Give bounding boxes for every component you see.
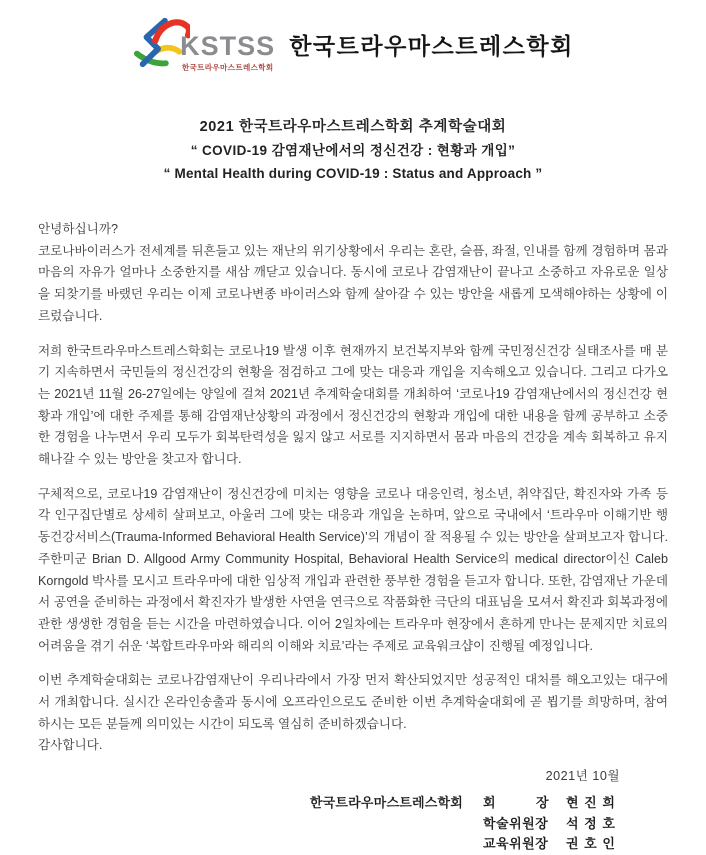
signature-row-education-chair (483, 834, 620, 855)
signature-org-name: 한국트라우마스트레스학회 (309, 795, 463, 811)
conference-subtitle-english: “ Mental Health during COVID-19 : Status and Approach ” (163, 166, 543, 181)
role-char: 회 (483, 795, 497, 811)
paragraph-venue: 이번 추계학술대회는 코로나감염재난이 우리나라에서 가장 먼저 확산되었지만 성공적인 대처를 해오고있는 대구에서 개최합니다. 실시간 온라인송출과 동시에 오프라인으로도 준비한 이번 추계학술대회에 곧 뵙기를 희망하며, 참여하시는 모든 분들께 의미있는 시간이 되도록 열심히 준비하겠습니다. (38, 673, 668, 731)
logo-acronym: KSTSS (180, 31, 276, 61)
signature-name-president: 현 진 희 (566, 795, 616, 811)
signature-role-president (483, 793, 549, 814)
role-char: 장 (535, 795, 549, 811)
conference-title-block (0, 115, 706, 185)
signature-row-academic-chair (483, 814, 620, 835)
logo-text (180, 33, 275, 73)
letter-body (38, 219, 668, 757)
logo-subtitle: 한국트라우마스트레스학회 (181, 63, 274, 72)
conference-title-korean: 2021 한국트라우마스트레스학회 추계학술대회 (199, 119, 507, 135)
paragraph-intro: 코로나바이러스가 전세계를 뒤흔들고 있는 재난의 위기상황에서 우리는 혼란, 슬픔, 좌절, 인내를 함께 경험하며 몸과 마음의 자유가 얼마나 소중한지를 새삼 깨닫고 있습니다. 동시에 코로나 감염재난이 끝나고 소중하고 자유로운 일상을 되찾기를 바랬던 우리는 이제 코로나변종 바이러스와 함께 살아갈 수 있는 방안을 새롭게 모색해야하는 상황에 이르렀습니다. (38, 243, 668, 323)
signature-name-academic-chair: 석 정 호 (566, 815, 616, 831)
greeting-line: 안녕하십니까? (38, 222, 118, 236)
kstss-logo (132, 13, 275, 73)
organization-name: 한국트라우마스트레스학회 (289, 33, 574, 59)
closing-line: 감사합니다. (38, 738, 103, 753)
signature-role-academic-chair: 학술위원장 (483, 815, 549, 831)
paragraph-society-activities: 저희 한국트라우마스트레스학회는 코로나19 발생 이후 현재까지 보건복지부와 함께 국민정신건강 실태조사를 매 분기 지속하면서 국민들의 정신건강의 현황을 점검하고 그에 맞는 대응과 개입을 지속해오고 있습니다. 그리고 다가오는 2021년 11월 26-27일에는 양일에 걸쳐 2021년 추계학술대회를 개최하여 ‘코로나19 감염재난에서의 정신건강 현황과 개입’에 대한 주제를 통해 감염재난상황의 과정에서 정신건강의 현황과 개입에 대한 내용을 함께 공부하고 소중한 경험을 나누면서 우리 모두가 회복탄력성을 잃지 않고 서로를 지지하면서 몸과 마음의 건강을 계속 회복하고 유지해나갈 수 있는 방안을 찾고자 합니다. (38, 343, 668, 467)
letterhead (0, 0, 706, 73)
signature-role-education-chair: 교육위원장 (483, 836, 549, 852)
signature-row-president (310, 793, 620, 814)
signature-name-education-chair: 권 호 인 (566, 836, 616, 852)
letter-date: 2021년 10월 (545, 769, 620, 784)
conference-subtitle-korean: “ COVID-19 감염재난에서의 정신건강 : 현황과 개입” (190, 143, 516, 158)
signature-block (38, 793, 620, 855)
paragraph-program-details: 구체적으로, 코로나19 감염재난이 정신건강에 미치는 영향을 코로나 대응인력, 청소년, 취약집단, 확진자와 가족 등 각 인구집단별로 상세히 살펴보고, 아울러 그에 맞는 대응과 개입을 논하며, 앞으로 국내에서 ‘트라우마 이해기반 행동건강서비스(Trauma-Informed Behavioral Health Service)’의 개념이 잘 적용될 수 있는 방안을 살펴보고자 합니다. 주한미군 Brian D. Allgood Army Community Hospital, Behavioral Health Service의 medical director이신 Caleb Korngold 박사를 모시고 트라우마에 대한 임상적 개입과 관련한 풍부한 경험을 듣고자 합니다. 또한, 감염재난 가운데서 공연을 준비하는 과정에서 확진자가 발생한 사연을 연극으로 작품화한 극단의 대표님을 모셔서 확진과 회복과정에 관한 생생한 경험을 듣는 시간을 마련하였습니다. 이어 2일차에는 트라우마 현장에서 흔하게 만나는 문제지만 치료의 어려움을 겪기 쉬운 ‘복합트라우마와 해리의 이해와 치료’라는 주제로 교육워크샵이 진행될 예정입니다. (38, 486, 668, 653)
